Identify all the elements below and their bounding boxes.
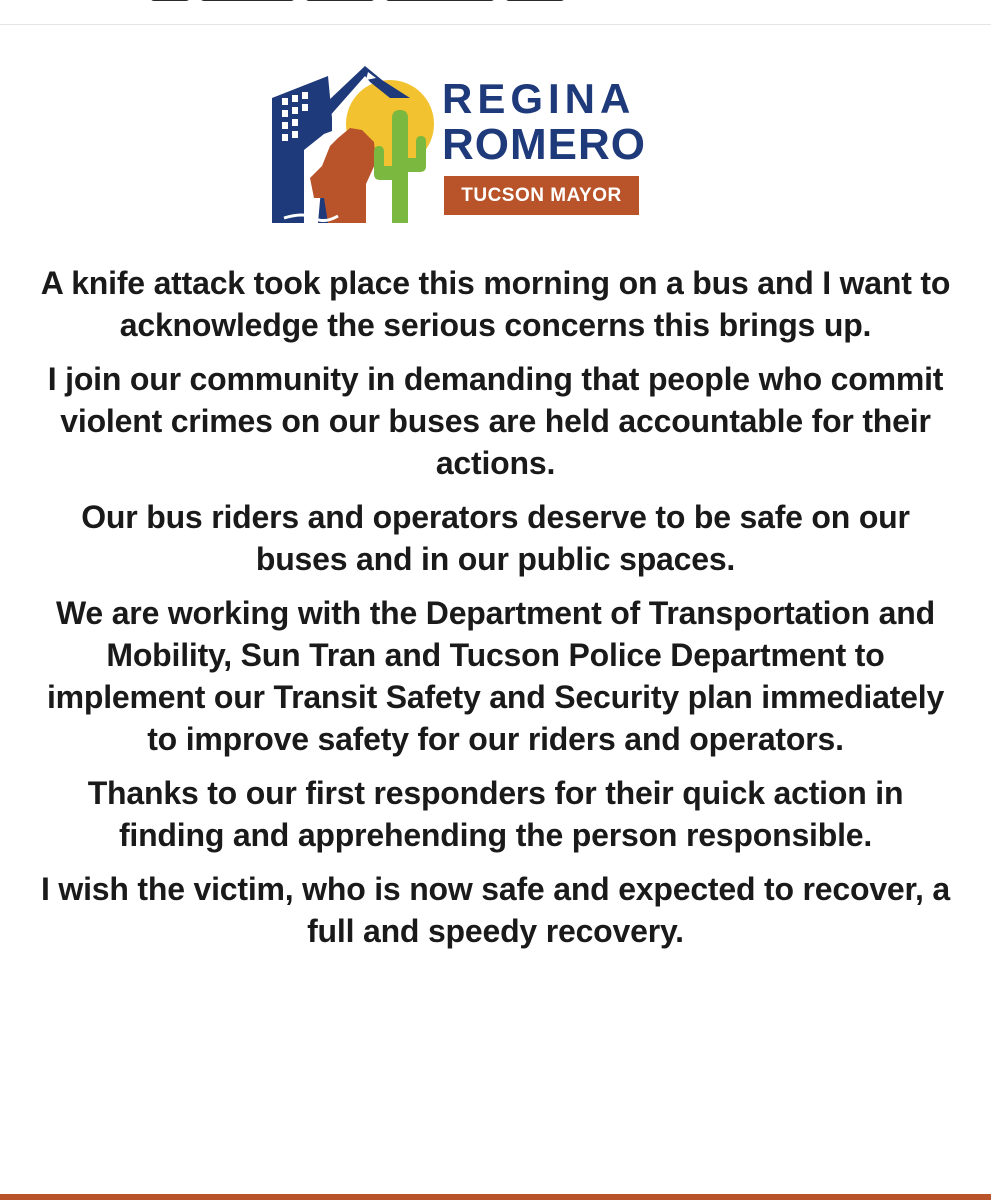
statement-paragraph: We are working with the Department of Transportation and Mobility, Sun Tran and Tucson Police Department to implement our Transit Safety and Security plan immediately to improve safety for our riders and operators. bbox=[46, 595, 945, 757]
statement-paragraph: I wish the victim, who is now safe and expected to recover, a full and speedy recovery. bbox=[41, 871, 950, 949]
statement-paragraph: Thanks to our first responders for their quick action in finding and apprehending the person responsible. bbox=[87, 775, 904, 853]
mayor-statement bbox=[40, 262, 951, 964]
logo-wordmark bbox=[442, 76, 646, 168]
logo-name-last: ROMERO bbox=[442, 120, 646, 169]
bottom-accent-rule bbox=[0, 1194, 991, 1200]
campaign-logo bbox=[270, 58, 650, 228]
top-clipped-header bbox=[0, 0, 991, 25]
statement-paragraph: A knife attack took place this morning on a bus and I want to acknowledge the serious concerns this brings up. bbox=[40, 265, 951, 343]
logo-badge: TUCSON MAYOR bbox=[444, 176, 639, 215]
logo-name-first: REGINA bbox=[442, 75, 636, 122]
clipped-text-line bbox=[150, 0, 630, 3]
statement-paragraph: I join our community in demanding that people who commit violent crimes on our buses are held accountable for their actions. bbox=[47, 361, 944, 481]
logo-mark-icon bbox=[270, 58, 440, 228]
statement-paragraph: Our bus riders and operators deserve to be safe on our buses and in our public spaces. bbox=[81, 499, 910, 577]
